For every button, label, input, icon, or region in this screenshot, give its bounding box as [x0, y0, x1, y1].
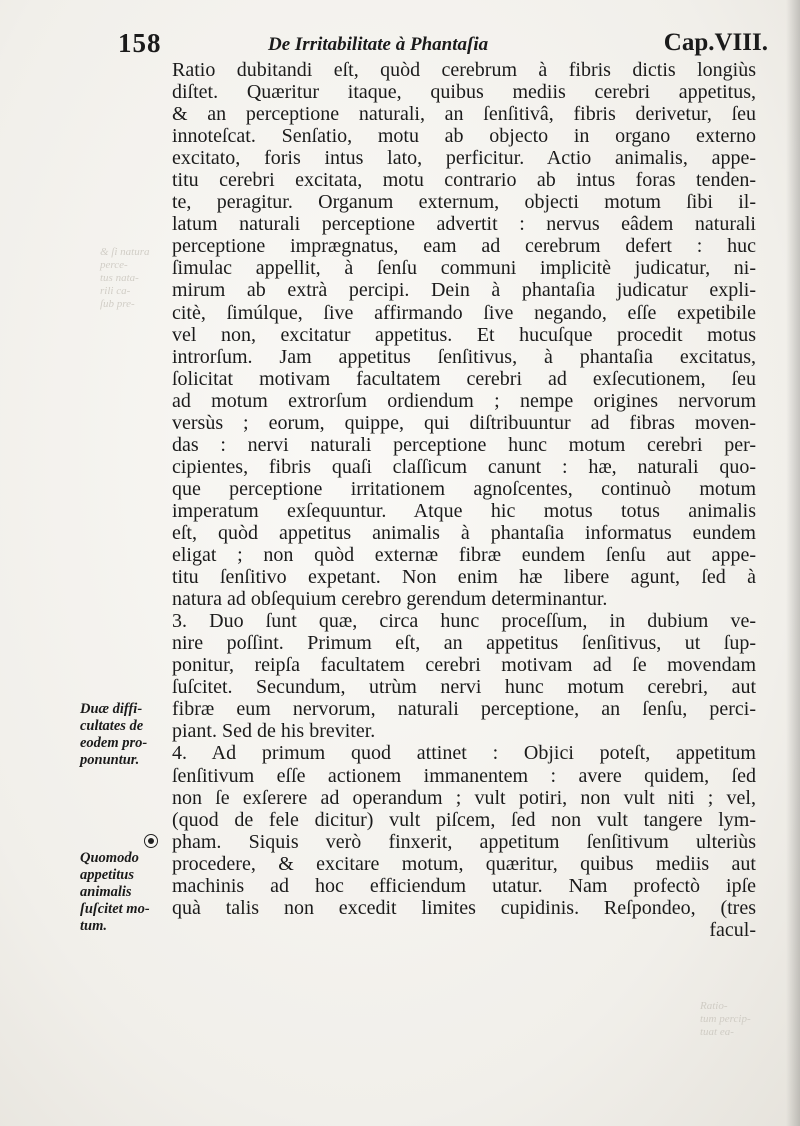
text-line: quà talis non excedit limites cupidinis. Reſpondeo, (tres: [172, 896, 756, 919]
text-line: titu cerebri excitata, motu contrario ab intus foras tenden-: [172, 169, 756, 192]
text-line: machinis ad hoc efficiendum utatur. Nam profectò ipſe: [172, 874, 756, 897]
text-line: eſt, quòd appetitus animalis à phantaſia informatus eundem: [172, 521, 756, 544]
margin-note-line: cultates de: [80, 718, 144, 734]
text-line: ſuſcitet. Secundum, utrùm nervi hunc motum cerebri, aut: [172, 676, 756, 699]
bleed-through-left: [100, 246, 150, 311]
text-line: imperatum exſequuntur. Atque hic motus totus animalis: [172, 499, 756, 522]
text-line: (quod de fele dicitur) vult piſcem, ſed non vult tangere lym-: [172, 808, 756, 831]
text-line: Ratio dubitandi eſt, quòd cerebrum à fibris dictis longiùs: [172, 59, 756, 81]
bleed-through-line: ſub pre-: [100, 298, 135, 310]
text-line: diſtet. Quæritur itaque, quibus mediis cerebri appetitus,: [172, 81, 756, 104]
text-line: natura ad obſequium cerebro gerendum determinantur.: [172, 588, 608, 611]
text-line: perceptione imprægnatus, eam ad cerebrum defert : huc: [172, 235, 756, 258]
text-line: non ſe exſerere ad operandum ; vult potiri, non vult niti ; vel,: [172, 786, 756, 809]
bleed-through-line: tuat ea-: [700, 1026, 734, 1038]
margin-note-line: Duæ diffi-: [80, 701, 143, 717]
text-line: innoteſcat. Senſatio, motu ab objecto in organo externo: [172, 125, 756, 148]
margin-note-line: ſuſcitet mo-: [80, 901, 150, 917]
margin-note-line: Quomodo: [80, 850, 139, 866]
text-line: 3. Duo ſunt quæ, circa hunc proceſſum, in dubium ve-: [172, 610, 756, 633]
bleed-through-line: tum percip-: [700, 1013, 751, 1025]
margin-note-line: tum.: [80, 918, 107, 934]
text-line: cipientes, fibris quaſi claſſicum canunt : hæ, naturali quo-: [172, 455, 756, 478]
margin-note-quomodo: [80, 850, 172, 935]
text-line: te, peragitur. Organum externum, objecti motum ſibi il-: [172, 191, 756, 214]
margin-note-line: animalis: [80, 884, 132, 900]
text-line: latum naturali perceptione advertit : nervus eâdem naturali: [172, 213, 756, 236]
text-line: ſimulac appellit, à ſenſu communi implicitè judicatur, ni-: [172, 257, 756, 280]
text-line: ſolicitat motivam facultatem cerebri ad exſecutionem, ſeu: [172, 367, 756, 390]
bleed-through-right: [700, 1000, 751, 1039]
bleed-through-line: Ratio-: [700, 1000, 728, 1012]
text-line: eligat ; non quòd externæ fibræ eundem ſenſu aut appe-: [172, 544, 756, 567]
text-line: que perceptione irritationem agnoſcentes, continuò motum: [172, 477, 756, 500]
printer-mark-icon: [144, 834, 158, 848]
text-line: ad motum extrorſum ordiendum ; nempe origines nervorum: [172, 389, 756, 412]
bleed-through-line: & ſi natura: [100, 246, 150, 258]
bleed-through-line: tus nata-: [100, 272, 139, 284]
text-line: excitato, foris intus lato, perficitur. Actio animalis, appe-: [172, 147, 756, 170]
margin-note-line: appetitus: [80, 867, 134, 883]
page-edge-shadow: [786, 0, 800, 1126]
text-line: citè, ſimúlque, ſive affirmando ſive negando, eſſe expetibile: [172, 301, 756, 324]
catchword: facul-: [709, 918, 756, 941]
text-line: introrſum. Jam appetitus ſenſitivus, à phantaſia excitatus,: [172, 345, 756, 368]
bleed-through-line: rili ca-: [100, 285, 131, 297]
margin-note-line: eodem pro-: [80, 735, 148, 751]
running-title: De Irritabilitate à Phantaſia: [268, 34, 489, 55]
text-line: 4. Ad primum quod attinet : Objici poteſt, appetitum: [172, 742, 756, 765]
text-line: mirum ab extrà percipi. Dein à phantaſia judicatur expli-: [172, 279, 756, 302]
text-line: vel non, excitatur appetitus. Et hucuſque procedit motus: [172, 323, 756, 346]
text-line: procedere, & excitare motum, quæritur, quibus mediis aut: [172, 852, 756, 875]
text-line: das : nervi naturali perceptione hunc motum cerebri per-: [172, 433, 756, 456]
text-line: versùs ; eorum, quippe, qui diſtribuuntur ad fibras moven-: [172, 411, 756, 434]
text-line: nire poſſint. Primum eſt, an appetitus ſenſitivus, ut ſup-: [172, 632, 756, 655]
text-line: piant. Sed de his breviter.: [172, 720, 376, 743]
text-line: ponitur, reipſa facultatem cerebri motivam ad ſe movendam: [172, 654, 756, 677]
margin-note-line: ponuntur.: [80, 752, 140, 768]
text-line: ſenſitivum eſſe actionem immanentem : avere quidem, ſed: [172, 764, 756, 787]
chapter-label: Cap.VIII.: [663, 29, 768, 56]
text-line: & an perceptione naturali, an ſenſitivâ, fibris derivetur, ſeu: [172, 103, 756, 126]
text-line: pham. Siquis verò finxerit, appetitum ſenſitivum ulteriùs: [172, 830, 756, 853]
text-line: titu ſenſitivo expetant. Non enim hæ libere agunt, ſed à: [172, 566, 756, 589]
body-text: [172, 59, 756, 941]
margin-note-difficulties: [80, 701, 172, 769]
text-line: fibræ eum nervorum, naturali perceptione, an ſenſu, perci-: [172, 698, 756, 721]
page-number: 158: [118, 28, 162, 58]
bleed-through-line: perce-: [100, 259, 128, 271]
